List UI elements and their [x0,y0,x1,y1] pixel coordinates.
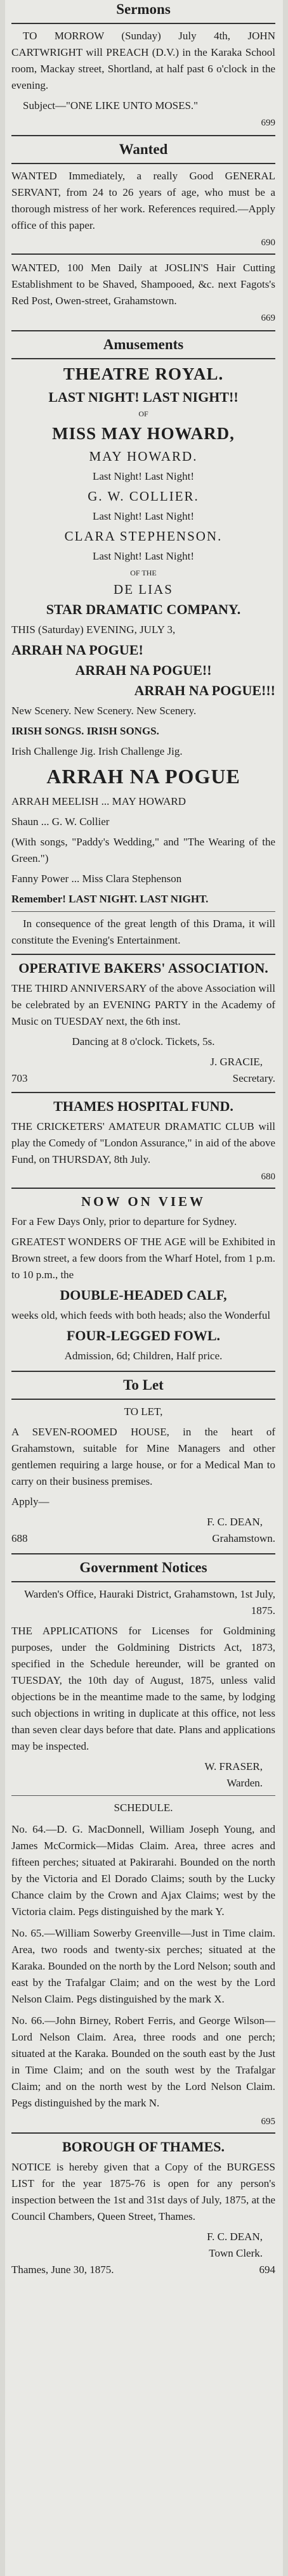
ad-number: 669 [261,313,275,323]
de-lias: DE LIAS [114,582,173,597]
ad-number: 695 [261,2117,275,2127]
bakers-footer [11,1070,275,1087]
arrah-line-3: ARRAH NA POGUE!!! [134,682,275,698]
section-header-amusements: Amusements [11,330,275,359]
ad-number: 699 [261,118,275,128]
songs-note: (With songs, "Paddy's Wedding," and "The Wearing of the Green.") [11,836,275,864]
star-name: MISS MAY HOWARD, [52,424,235,443]
section-header-sermons: Sermons [11,0,275,24]
sermon-notice: TO MORROW (Sunday) July 4th, JOHN CARTWRIGHT will PREACH (D.V.) in the Karaka School room, Mackay street, Shortland, at half past 6 o'clock in the evening. [11,30,275,91]
hospital-title: THAMES HOSPITAL FUND. [53,1098,233,1114]
ad-number: 694 [259,2264,275,2276]
schedule-item: No. 64.—D. G. MacDonnell, William Joseph Young, and James McCormick—Midas Claim. Area, three acres and fifteen perches; situated at Pakirarahi. Bounded on the north by the Victoria and El Dorado Claims; south by the Lucky Chance claim by the Crown and Ajax Claims; west by the Victoria claim. Pegs distinguished by the mark Y. [11,1823,275,1918]
on-view-sub: For a Few Days Only, prior to departure for Sydney. [11,1215,237,1227]
of-label: OF [138,409,148,418]
section-header-government: Government Notices [11,1553,275,1582]
borough-footer [11,2262,275,2278]
last-night-line: Last Night! Last Night! [92,510,195,522]
wonders-text: GREATEST WONDERS OF THE AGE will be Exhibited in Brown street, a few doors from the Wharf Hotel, from 1 p.m. to 10 p.m., the [11,1236,275,1281]
to-let-text: A SEVEN-ROOMED HOUSE, in the heart of Grahamstown, suitable for Mine Managers and other gentlemen requiring a large house, or for a Medical Man to carry on their business premises. [11,1426,275,1487]
divider [11,911,275,912]
collier-name: G. W. COLLIER. [88,489,199,504]
section-header-to-let: To Let [11,1371,275,1400]
to-let-apply: Apply— [11,1496,49,1508]
cast-line: ARRAH MEELISH ... MAY HOWARD [11,795,187,807]
cast-line: Shaun ... G. W. Collier [11,816,110,828]
last-night-banner: LAST NIGHT! LAST NIGHT!! [48,389,239,405]
ad-number: 688 [11,1532,28,1544]
wanted-ad-servant: WANTED Immediately, a really Good GENERAL SERVANT, from 24 to 26 years of age, who must be a thorough mistress of her work. References required.—Apply office of this paper. [11,170,275,231]
arrah-big: ARRAH NA POGUE [46,765,240,788]
borough-role: Town Clerk. [209,2247,263,2259]
last-night-line: Last Night! Last Night! [92,470,195,482]
divider [11,253,275,255]
ad-number: 703 [11,1072,28,1084]
cast-line: Fanny Power ... Miss Clara Stephenson [11,873,182,885]
newspaper-page [5,0,283,2576]
bakers-dance: Dancing at 8 o'clock. Tickets, 5s. [72,1035,215,1048]
to-let-footer [11,1530,275,1547]
hospital-text: THE CRICKETERS' AMATEUR DRAMATIC CLUB will play the Comedy of "London Assurance," in aid of the above Fund, on THURSDAY, 8th July. [11,1120,275,1165]
consequence-note: In consequence of the great length of this Drama, it will constitute the Evening's Entertainment. [11,918,275,946]
last-night-line: Last Night! Last Night! [92,550,195,562]
jig-line: Irish Challenge Jig. Irish Challenge Jig. [11,745,183,757]
schedule-title: SCHEDULE. [114,1802,173,1814]
of-the-label: OF THE [130,568,157,577]
borough-text: NOTICE is hereby given that a Copy of the BURGESS LIST for the year 1875-76 is open for any person's inspection between the 1st and 31st days of July, 1875, at the Council Chambers, Queen Street, Thames. [11,2161,275,2222]
schedule-item: No. 66.—John Birney, Robert Ferris, and George Wilson—Lord Nelson Claim. Area, three roods and one perch; situated at the Karaka. Bounded on the south east by the Just in Time Claim; and on the south west by the Trafalgar Claim; and on the north west by the Lord Nelson Claim. Pegs distinguished by the mark N. [11,2015,275,2109]
arrah-line-1: ARRAH NA POGUE! [11,642,143,658]
this-evening: THIS (Saturday) EVENING, JULY 3, [11,624,176,636]
gov-text: THE APPLICATIONS for Licenses for Goldmining purposes, under the Goldmining Districts Act, 1873, specified in the Schedule hereunder, will be granted on TUESDAY, the 10th day of August, 1875, unless valid objections be in the meantime made to the same, by lodging such objections in writing in duplicate at this office, not less than seven clear days before that date. Plans and applications may be inspected. [11,1625,275,1752]
schedule-item: No. 65.—William Sowerby Greenville—Just in Time claim. Area, two roods and twenty-six perches; situated at the Karaka. Bounded on the north by the Lord Nelson; south and east by the Trafalgar Claim; and on the west by the Lord Nelson Claim. Pegs distinguished by the mark X. [11,1927,275,2005]
gov-office: Warden's Office, Hauraki District, Grahamstown, 1st July, 1875. [24,1588,275,1617]
borough-title: BOROUGH OF THAMES. [62,2139,225,2155]
bakers-title: OPERATIVE BAKERS' ASSOCIATION. [18,960,268,976]
section-header-wanted: Wanted [11,135,275,164]
arrah-line-2: ARRAH NA POGUE!! [75,662,212,678]
gov-signature: W. FRASER, [204,1760,263,1772]
admission-line: Admission, 6d; Children, Half price. [64,1350,223,1362]
to-let-signature: F. C. DEAN, [207,1516,263,1528]
bakers-text: THE THIRD ANNIVERSARY of the above Association will be celebrated by an EVENING PARTY in the Academy of Music on TUESDAY next, the 6th inst. [11,982,275,1027]
scenery-line: New Scenery. New Scenery. New Scenery. [11,705,197,717]
sermon-subject: Subject—"ONE LIKE UNTO MOSES." [23,99,199,112]
calf-title: DOUBLE-HEADED CALF, [60,1287,227,1303]
irish-songs-line: IRISH SONGS. IRISH SONGS. [11,725,159,737]
to-let-place: Grahamstown. [212,1532,275,1544]
star-name-repeat: MAY HOWARD. [89,449,198,464]
calf-sub: weeks old, which feeds with both heads; also the Wonderful [11,1309,271,1321]
fowl-title: FOUR-LEGGED FOWL. [66,1328,220,1343]
borough-signature: F. C. DEAN, [207,2231,263,2243]
company-name: STAR DRAMATIC COMPANY. [46,601,241,617]
remember-line: Remember! LAST NIGHT. LAST NIGHT. [11,893,209,905]
bakers-role: Secretary. [232,1072,275,1084]
divider [11,1092,275,1093]
ad-number: 690 [261,238,275,248]
ad-number: 680 [261,1172,275,1182]
wanted-ad-barber: WANTED, 100 Men Daily at JOSLIN'S Hair Cutting Establishment to be Shaved, Shampooed, &c. next Fagots's Red Post, Owen-street, Grahamstown. [11,262,275,307]
divider [11,1795,275,1796]
gov-role: Warden. [226,1777,263,1789]
borough-date: Thames, June 30, 1875. [11,2264,114,2276]
divider [11,2132,275,2134]
theatre-title: THEATRE ROYAL. [63,364,224,383]
bakers-signature: J. GRACIE, [210,1056,263,1068]
to-let-title: TO LET, [124,1406,163,1418]
clara-name: CLARA STEPHENSON. [64,529,223,544]
on-view-title: NOW ON VIEW [81,1194,206,1209]
divider [11,1188,275,1189]
divider [11,954,275,955]
